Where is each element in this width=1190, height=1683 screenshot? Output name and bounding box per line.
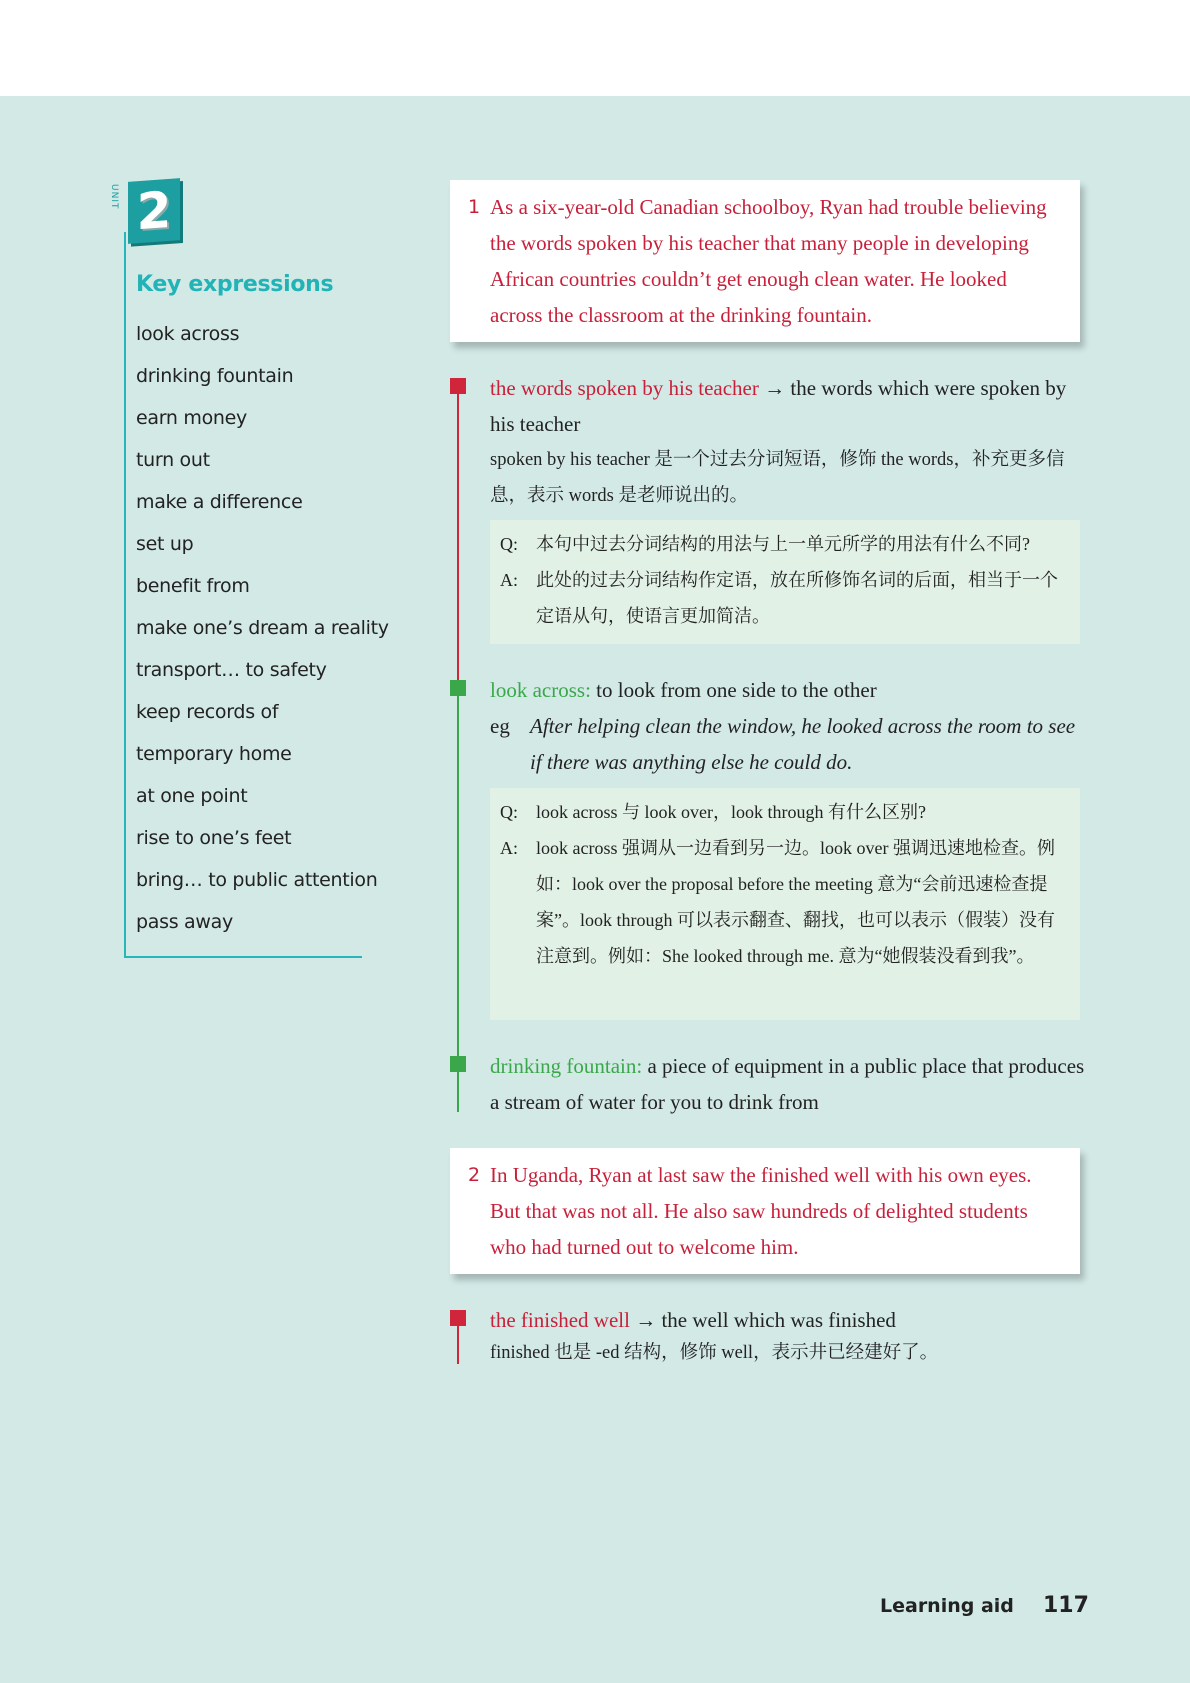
note-term: look across: xyxy=(490,678,591,702)
note-text xyxy=(490,1048,1090,1120)
arrow: → xyxy=(758,376,791,400)
footer-section-label: Learning aid xyxy=(880,1595,1014,1617)
qa-box xyxy=(490,520,1080,644)
answer: look across 强调从一边看到另一边。look over 强调迅速地检查。例如：look over the proposal before the meeting 意为“会前迅速检查提案”。look through 可以表示翻查、翻找，也可以表示（假装）没有注意到。例如：She looked through me. 意为“她假装没看到我”。 xyxy=(536,838,1055,966)
question: 本句中过去分词结构的用法与上一单元所学的用法有什么不同? xyxy=(536,534,1030,554)
unit-label: UNIT xyxy=(109,184,119,210)
key-expression-item: make a difference xyxy=(136,491,303,513)
key-expressions-list xyxy=(136,318,389,948)
sidebar-bottom-rule xyxy=(124,956,362,958)
key-expression-item: earn money xyxy=(136,407,248,429)
key-expression-item: turn out xyxy=(136,449,210,471)
key-expression-item: look across xyxy=(136,323,240,345)
note-rule xyxy=(457,1322,459,1364)
sentence-number: 1 xyxy=(468,196,481,218)
unit-badge xyxy=(128,178,180,244)
sentence-box-1 xyxy=(450,180,1080,342)
note-rule xyxy=(457,692,459,1064)
sentence-number: 2 xyxy=(468,1164,481,1186)
a-label: A: xyxy=(500,570,518,590)
note-term: the words spoken by his teacher xyxy=(490,376,759,400)
note-definition: to look from one side to the other xyxy=(590,678,877,702)
key-expression-item: benefit from xyxy=(136,575,250,597)
key-expression-item: rise to one’s feet xyxy=(136,827,292,849)
key-expressions-title: Key expressions xyxy=(136,272,334,297)
note-explanation: finished 也是 -ed 结构，修饰 well，表示井已经建好了。 xyxy=(490,1343,939,1363)
key-expression-item: make one’s dream a reality xyxy=(136,617,389,639)
q-label: Q: xyxy=(500,534,518,554)
key-expression-item: temporary home xyxy=(136,743,292,765)
note-explanation: spoken by his teacher 是一个过去分词短语，修饰 the words，补充更多信息，表示 words 是老师说出的。 xyxy=(490,450,1065,506)
sentence-text: In Uganda, Ryan at last saw the finished well with his own eyes. But that was not all. He also saw hundreds of delighted students who had turned out to welcome him. xyxy=(490,1163,1032,1259)
note-definition: a piece of equipment in a public place that produces a stream of water for you to drink from xyxy=(490,1054,1085,1114)
note-rule xyxy=(457,390,459,692)
a-label: A: xyxy=(500,838,518,858)
key-expression-item: bring… to public attention xyxy=(136,869,378,891)
q-label: Q: xyxy=(500,802,518,822)
key-expression-item: keep records of xyxy=(136,701,279,723)
note-paraphrase: the words which were spoken by his teacher xyxy=(490,376,1067,436)
key-expression-item: set up xyxy=(136,533,194,555)
example-sentence: After helping clean the window, he looked across the room to see if there was anything else he could do. xyxy=(530,714,1076,774)
question: look across 与 look over，look through 有什么区别? xyxy=(536,802,926,822)
note-term: drinking fountain: xyxy=(490,1054,643,1078)
qa-box xyxy=(490,788,1080,1020)
page-number: 117 xyxy=(1043,1593,1089,1618)
note-paraphrase: the well which was finished xyxy=(661,1308,896,1332)
unit-number: 2 xyxy=(136,180,172,242)
key-expression-item: transport… to safety xyxy=(136,659,327,681)
note-text xyxy=(490,1302,1090,1368)
answer: 此处的过去分词结构作定语，放在所修饰名词的后面，相当于一个定语从句，使语言更加简洁。 xyxy=(536,570,1058,626)
key-expression-item: at one point xyxy=(136,785,248,807)
note-text xyxy=(490,672,1090,780)
eg-label: eg xyxy=(490,714,510,738)
note-term: the finished well xyxy=(490,1308,630,1332)
arrow: → xyxy=(629,1308,662,1332)
sentence-box-2 xyxy=(450,1148,1080,1274)
note-rule xyxy=(457,1068,459,1112)
key-expression-item: pass away xyxy=(136,911,233,933)
sidebar-rule xyxy=(124,232,126,958)
key-expression-item: drinking fountain xyxy=(136,365,294,387)
note-text xyxy=(490,370,1090,514)
sentence-text: As a six-year-old Canadian schoolboy, Ryan had trouble believing the words spoken by his teacher that many people in developing African countries couldn’t get enough clean water. He looked across the classroom at the drinking fountain. xyxy=(490,195,1047,327)
